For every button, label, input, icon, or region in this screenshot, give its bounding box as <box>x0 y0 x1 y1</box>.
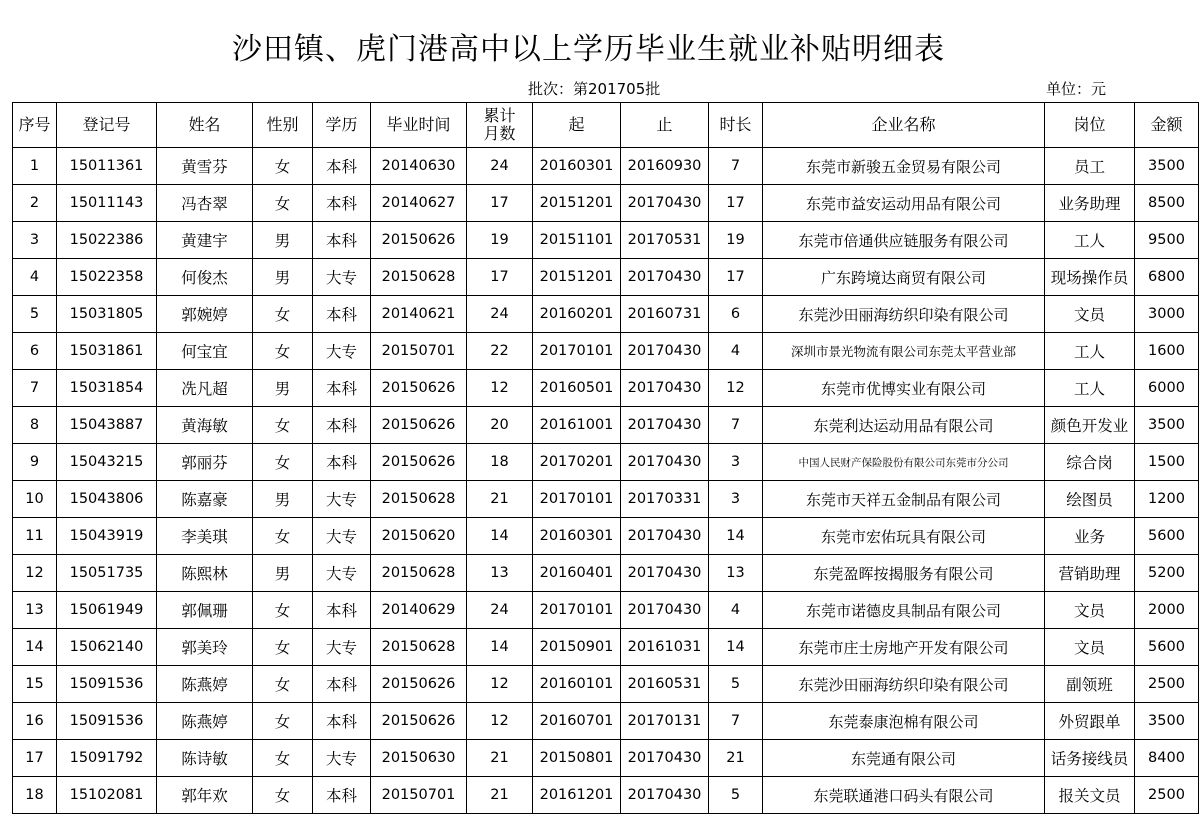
cell-gender: 女 <box>253 592 313 629</box>
cell-duration: 4 <box>709 592 763 629</box>
table-row <box>13 592 1199 629</box>
cell-name: 黄海敏 <box>157 407 253 444</box>
cell-name: 郭年欢 <box>157 777 253 814</box>
cell-education: 大专 <box>313 259 371 296</box>
cell-months: 24 <box>467 296 533 333</box>
cell-name: 黄建宇 <box>157 222 253 259</box>
cell-months: 20 <box>467 407 533 444</box>
cell-grad-date: 20150630 <box>371 740 467 777</box>
cell-index: 5 <box>13 296 57 333</box>
cell-company: 东莞通有限公司 <box>763 740 1045 777</box>
cell-months: 21 <box>467 740 533 777</box>
cell-end: 20170430 <box>621 555 709 592</box>
cell-gender: 女 <box>253 444 313 481</box>
cell-index: 8 <box>13 407 57 444</box>
cell-education: 大专 <box>313 555 371 592</box>
cell-grad-date: 20150701 <box>371 777 467 814</box>
cell-reg-no: 15091536 <box>57 666 157 703</box>
cell-position: 报关文员 <box>1045 777 1135 814</box>
header-cell: 企业名称 <box>763 103 1045 148</box>
cell-education: 本科 <box>313 148 371 185</box>
cell-duration: 5 <box>709 666 763 703</box>
cell-start: 20160301 <box>533 148 621 185</box>
cell-name: 陈嘉豪 <box>157 481 253 518</box>
cell-position: 文员 <box>1045 592 1135 629</box>
cell-reg-no: 15011143 <box>57 185 157 222</box>
cell-position: 现场操作员 <box>1045 259 1135 296</box>
cell-grad-date: 20150626 <box>371 370 467 407</box>
cell-end: 20170331 <box>621 481 709 518</box>
cell-company: 东莞市诺德皮具制品有限公司 <box>763 592 1045 629</box>
cell-position: 副领班 <box>1045 666 1135 703</box>
cell-duration: 17 <box>709 185 763 222</box>
cell-months: 17 <box>467 185 533 222</box>
cell-start: 20151101 <box>533 222 621 259</box>
cell-grad-date: 20150701 <box>371 333 467 370</box>
cell-gender: 女 <box>253 629 313 666</box>
cell-company: 东莞市倍通供应链服务有限公司 <box>763 222 1045 259</box>
cell-grad-date: 20150628 <box>371 555 467 592</box>
cell-grad-date: 20150626 <box>371 222 467 259</box>
cell-duration: 3 <box>709 481 763 518</box>
cell-education: 本科 <box>313 666 371 703</box>
cell-months: 21 <box>467 777 533 814</box>
cell-amount: 6800 <box>1135 259 1199 296</box>
cell-gender: 女 <box>253 185 313 222</box>
cell-position: 话务接线员 <box>1045 740 1135 777</box>
cell-months: 22 <box>467 333 533 370</box>
cell-name: 黄雪芬 <box>157 148 253 185</box>
cell-reg-no: 15031861 <box>57 333 157 370</box>
cell-education: 大专 <box>313 518 371 555</box>
cell-start: 20160101 <box>533 666 621 703</box>
cell-index: 14 <box>13 629 57 666</box>
header-cell: 金额 <box>1135 103 1199 148</box>
cell-end: 20161031 <box>621 629 709 666</box>
cell-amount: 3500 <box>1135 148 1199 185</box>
cell-grad-date: 20150628 <box>371 629 467 666</box>
cell-name: 陈诗敏 <box>157 740 253 777</box>
cell-education: 本科 <box>313 592 371 629</box>
cell-index: 1 <box>13 148 57 185</box>
cell-position: 工人 <box>1045 222 1135 259</box>
cell-gender: 女 <box>253 333 313 370</box>
cell-duration: 14 <box>709 629 763 666</box>
cell-education: 本科 <box>313 407 371 444</box>
cell-duration: 14 <box>709 518 763 555</box>
cell-company: 广东跨境达商贸有限公司 <box>763 259 1045 296</box>
cell-end: 20170430 <box>621 259 709 296</box>
cell-position: 综合岗 <box>1045 444 1135 481</box>
cell-gender: 男 <box>253 481 313 518</box>
cell-grad-date: 20150620 <box>371 518 467 555</box>
cell-position: 文员 <box>1045 629 1135 666</box>
cell-start: 20160501 <box>533 370 621 407</box>
cell-education: 本科 <box>313 296 371 333</box>
cell-index: 2 <box>13 185 57 222</box>
cell-education: 大专 <box>313 481 371 518</box>
cell-start: 20170101 <box>533 333 621 370</box>
cell-company: 东莞市新骏五金贸易有限公司 <box>763 148 1045 185</box>
cell-position: 绘图员 <box>1045 481 1135 518</box>
cell-index: 10 <box>13 481 57 518</box>
header-cell: 岗位 <box>1045 103 1135 148</box>
cell-start: 20160701 <box>533 703 621 740</box>
header-cell: 累计 月数 <box>467 103 533 148</box>
cell-position: 业务助理 <box>1045 185 1135 222</box>
cell-months: 14 <box>467 518 533 555</box>
cell-company: 东莞市益安运动用品有限公司 <box>763 185 1045 222</box>
cell-amount: 8400 <box>1135 740 1199 777</box>
cell-index: 4 <box>13 259 57 296</box>
cell-grad-date: 20140627 <box>371 185 467 222</box>
cell-education: 本科 <box>313 777 371 814</box>
cell-education: 本科 <box>313 370 371 407</box>
cell-name: 陈熙林 <box>157 555 253 592</box>
cell-duration: 5 <box>709 777 763 814</box>
cell-start: 20161201 <box>533 777 621 814</box>
cell-start: 20160201 <box>533 296 621 333</box>
cell-duration: 4 <box>709 333 763 370</box>
cell-start: 20150801 <box>533 740 621 777</box>
cell-end: 20170131 <box>621 703 709 740</box>
cell-grad-date: 20140621 <box>371 296 467 333</box>
cell-duration: 3 <box>709 444 763 481</box>
cell-gender: 女 <box>253 296 313 333</box>
cell-reg-no: 15022358 <box>57 259 157 296</box>
table-row <box>13 370 1199 407</box>
cell-grad-date: 20150628 <box>371 481 467 518</box>
cell-end: 20170430 <box>621 592 709 629</box>
cell-months: 17 <box>467 259 533 296</box>
cell-gender: 女 <box>253 666 313 703</box>
header-cell: 时长 <box>709 103 763 148</box>
cell-reg-no: 15043887 <box>57 407 157 444</box>
cell-position: 业务 <box>1045 518 1135 555</box>
header-cell: 姓名 <box>157 103 253 148</box>
cell-reg-no: 15062140 <box>57 629 157 666</box>
cell-reg-no: 15102081 <box>57 777 157 814</box>
cell-end: 20170430 <box>621 333 709 370</box>
cell-name: 陈燕婷 <box>157 666 253 703</box>
cell-end: 20170430 <box>621 777 709 814</box>
cell-name: 冼凡超 <box>157 370 253 407</box>
cell-grad-date: 20150628 <box>371 259 467 296</box>
cell-company: 深圳市景光物流有限公司东莞太平营业部 <box>763 333 1045 370</box>
cell-reg-no: 15061949 <box>57 592 157 629</box>
cell-education: 本科 <box>313 703 371 740</box>
header-cell: 学历 <box>313 103 371 148</box>
cell-start: 20151201 <box>533 259 621 296</box>
table-row <box>13 444 1199 481</box>
cell-position: 文员 <box>1045 296 1135 333</box>
cell-gender: 女 <box>253 703 313 740</box>
cell-company: 东莞盈晖按揭服务有限公司 <box>763 555 1045 592</box>
cell-gender: 男 <box>253 259 313 296</box>
cell-reg-no: 15091536 <box>57 703 157 740</box>
table-row <box>13 148 1199 185</box>
cell-amount: 5600 <box>1135 629 1199 666</box>
table-row <box>13 222 1199 259</box>
cell-gender: 女 <box>253 407 313 444</box>
cell-index: 7 <box>13 370 57 407</box>
cell-education: 大专 <box>313 629 371 666</box>
cell-months: 18 <box>467 444 533 481</box>
table-row <box>13 740 1199 777</box>
cell-amount: 2000 <box>1135 592 1199 629</box>
cell-reg-no: 15043919 <box>57 518 157 555</box>
cell-index: 13 <box>13 592 57 629</box>
cell-grad-date: 20150626 <box>371 703 467 740</box>
cell-amount: 5200 <box>1135 555 1199 592</box>
cell-amount: 2500 <box>1135 777 1199 814</box>
cell-position: 工人 <box>1045 370 1135 407</box>
cell-name: 陈燕婷 <box>157 703 253 740</box>
cell-grad-date: 20140629 <box>371 592 467 629</box>
cell-start: 20170101 <box>533 592 621 629</box>
table-row <box>13 518 1199 555</box>
cell-company: 东莞利达运动用品有限公司 <box>763 407 1045 444</box>
cell-grad-date: 20140630 <box>371 148 467 185</box>
table-row <box>13 407 1199 444</box>
cell-duration: 6 <box>709 296 763 333</box>
cell-duration: 21 <box>709 740 763 777</box>
table-row <box>13 629 1199 666</box>
cell-index: 6 <box>13 333 57 370</box>
cell-end: 20160731 <box>621 296 709 333</box>
cell-gender: 男 <box>253 555 313 592</box>
table-row <box>13 703 1199 740</box>
cell-position: 工人 <box>1045 333 1135 370</box>
cell-start: 20161001 <box>533 407 621 444</box>
cell-name: 何宝宜 <box>157 333 253 370</box>
cell-duration: 7 <box>709 703 763 740</box>
cell-company: 中国人民财产保险股份有限公司东莞市分公司 <box>763 444 1045 481</box>
cell-months: 19 <box>467 222 533 259</box>
cell-grad-date: 20150626 <box>371 444 467 481</box>
cell-duration: 7 <box>709 148 763 185</box>
cell-months: 24 <box>467 148 533 185</box>
cell-duration: 19 <box>709 222 763 259</box>
cell-index: 11 <box>13 518 57 555</box>
header-cell: 起 <box>533 103 621 148</box>
cell-name: 何俊杰 <box>157 259 253 296</box>
cell-duration: 13 <box>709 555 763 592</box>
cell-gender: 女 <box>253 148 313 185</box>
table-row <box>13 555 1199 592</box>
cell-index: 17 <box>13 740 57 777</box>
cell-end: 20160930 <box>621 148 709 185</box>
header-cell: 毕业时间 <box>371 103 467 148</box>
cell-name: 李美琪 <box>157 518 253 555</box>
cell-start: 20160301 <box>533 518 621 555</box>
cell-duration: 17 <box>709 259 763 296</box>
cell-grad-date: 20150626 <box>371 407 467 444</box>
cell-gender: 男 <box>253 370 313 407</box>
cell-start: 20170201 <box>533 444 621 481</box>
cell-months: 13 <box>467 555 533 592</box>
cell-education: 大专 <box>313 333 371 370</box>
cell-reg-no: 15022386 <box>57 222 157 259</box>
cell-duration: 12 <box>709 370 763 407</box>
cell-amount: 8500 <box>1135 185 1199 222</box>
cell-gender: 女 <box>253 518 313 555</box>
table-header-row <box>13 103 1199 148</box>
cell-months: 14 <box>467 629 533 666</box>
cell-amount: 1200 <box>1135 481 1199 518</box>
cell-company: 东莞市庄士房地产开发有限公司 <box>763 629 1045 666</box>
cell-end: 20170430 <box>621 370 709 407</box>
cell-end: 20170430 <box>621 407 709 444</box>
cell-index: 3 <box>13 222 57 259</box>
cell-name: 郭丽芬 <box>157 444 253 481</box>
cell-start: 20170101 <box>533 481 621 518</box>
cell-end: 20170430 <box>621 518 709 555</box>
unit-label: 单位：元 <box>1046 80 1107 98</box>
cell-amount: 6000 <box>1135 370 1199 407</box>
header-cell: 序号 <box>13 103 57 148</box>
cell-grad-date: 20150626 <box>371 666 467 703</box>
cell-company: 东莞沙田丽海纺织印染有限公司 <box>763 666 1045 703</box>
subsidy-table <box>12 102 1199 814</box>
cell-education: 大专 <box>313 740 371 777</box>
table-row <box>13 777 1199 814</box>
cell-index: 18 <box>13 777 57 814</box>
cell-amount: 3500 <box>1135 703 1199 740</box>
cell-amount: 9500 <box>1135 222 1199 259</box>
cell-position: 员工 <box>1045 148 1135 185</box>
cell-reg-no: 15091792 <box>57 740 157 777</box>
cell-education: 本科 <box>313 444 371 481</box>
cell-months: 12 <box>467 703 533 740</box>
cell-amount: 1500 <box>1135 444 1199 481</box>
cell-reg-no: 15011361 <box>57 148 157 185</box>
cell-start: 20160401 <box>533 555 621 592</box>
cell-reg-no: 15051735 <box>57 555 157 592</box>
cell-company: 东莞泰康泡棉有限公司 <box>763 703 1045 740</box>
table-row <box>13 666 1199 703</box>
cell-gender: 女 <box>253 777 313 814</box>
table-row <box>13 333 1199 370</box>
cell-position: 营销助理 <box>1045 555 1135 592</box>
header-cell: 性别 <box>253 103 313 148</box>
header-cell: 登记号 <box>57 103 157 148</box>
cell-amount: 3500 <box>1135 407 1199 444</box>
cell-duration: 7 <box>709 407 763 444</box>
cell-company: 东莞沙田丽海纺织印染有限公司 <box>763 296 1045 333</box>
cell-position: 颜色开发业 <box>1045 407 1135 444</box>
cell-months: 12 <box>467 370 533 407</box>
cell-months: 21 <box>467 481 533 518</box>
cell-amount: 5600 <box>1135 518 1199 555</box>
table-row <box>13 259 1199 296</box>
batch-label: 批次：第201705批 <box>528 80 661 98</box>
cell-amount: 2500 <box>1135 666 1199 703</box>
cell-start: 20150901 <box>533 629 621 666</box>
cell-company: 东莞市宏佑玩具有限公司 <box>763 518 1045 555</box>
cell-education: 本科 <box>313 222 371 259</box>
cell-months: 24 <box>467 592 533 629</box>
header-cell: 止 <box>621 103 709 148</box>
cell-name: 郭婉婷 <box>157 296 253 333</box>
cell-end: 20170531 <box>621 222 709 259</box>
cell-gender: 男 <box>253 222 313 259</box>
cell-index: 15 <box>13 666 57 703</box>
cell-company: 东莞联通港口码头有限公司 <box>763 777 1045 814</box>
page-title: 沙田镇、虎门港高中以上学历毕业生就业补贴明细表 <box>232 32 945 67</box>
cell-reg-no: 15043215 <box>57 444 157 481</box>
cell-index: 9 <box>13 444 57 481</box>
cell-end: 20170430 <box>621 444 709 481</box>
cell-end: 20170430 <box>621 185 709 222</box>
cell-name: 郭佩珊 <box>157 592 253 629</box>
table-row <box>13 296 1199 333</box>
cell-end: 20160531 <box>621 666 709 703</box>
cell-company: 东莞市优博实业有限公司 <box>763 370 1045 407</box>
cell-index: 16 <box>13 703 57 740</box>
cell-name: 郭美玲 <box>157 629 253 666</box>
cell-index: 12 <box>13 555 57 592</box>
cell-reg-no: 15031805 <box>57 296 157 333</box>
cell-position: 外贸跟单 <box>1045 703 1135 740</box>
table-row <box>13 481 1199 518</box>
cell-amount: 1600 <box>1135 333 1199 370</box>
cell-gender: 女 <box>253 740 313 777</box>
cell-reg-no: 15031854 <box>57 370 157 407</box>
cell-amount: 3000 <box>1135 296 1199 333</box>
cell-name: 冯杏翠 <box>157 185 253 222</box>
cell-months: 12 <box>467 666 533 703</box>
cell-start: 20151201 <box>533 185 621 222</box>
cell-education: 本科 <box>313 185 371 222</box>
cell-reg-no: 15043806 <box>57 481 157 518</box>
cell-end: 20170430 <box>621 740 709 777</box>
table-row <box>13 185 1199 222</box>
cell-company: 东莞市天祥五金制品有限公司 <box>763 481 1045 518</box>
